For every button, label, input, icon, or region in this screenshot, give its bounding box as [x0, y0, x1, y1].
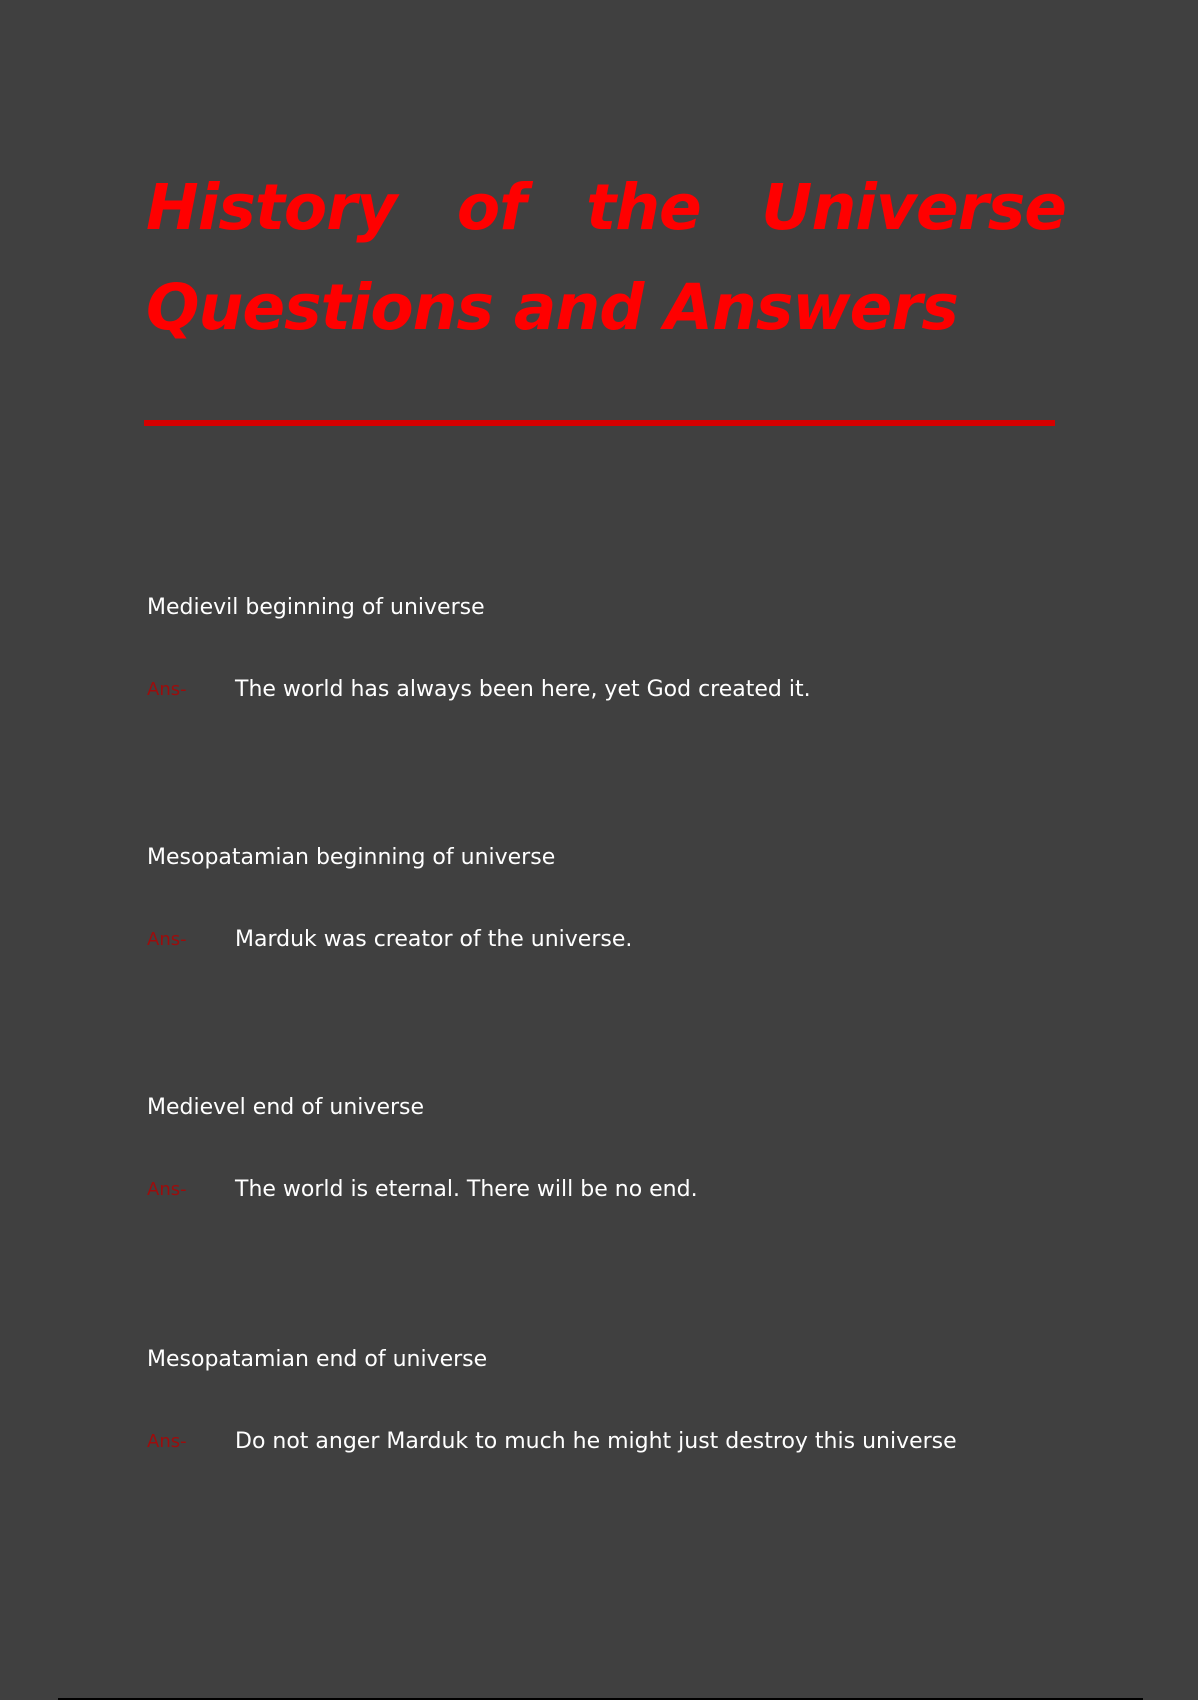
- answer-label: Ans-: [147, 1179, 187, 1200]
- question-text: Medievil beginning of universe: [147, 595, 485, 620]
- answer-row: [147, 1176, 1147, 1204]
- answer-label: Ans-: [147, 679, 187, 700]
- answer-text: Do not anger Marduk to much he might just destroy this universe: [235, 1429, 957, 1454]
- question-text: Mesopatamian beginning of universe: [147, 845, 556, 870]
- title-divider: [144, 420, 1055, 426]
- page-title: [146, 158, 1066, 358]
- answer-row: [147, 676, 1147, 704]
- title-line-2: Questions and Answers: [146, 271, 958, 344]
- qa-item-mesopotamian-end: [147, 1346, 1147, 1456]
- answer-label: Ans-: [147, 929, 187, 950]
- question-text: Medievel end of universe: [147, 1095, 425, 1120]
- qa-item-medieval-end: [147, 1094, 1147, 1204]
- answer-text: The world has always been here, yet God created it.: [235, 677, 811, 702]
- answer-row: [147, 1428, 1147, 1456]
- title-line-1: History of the Universe: [146, 171, 1066, 244]
- answer-label: Ans-: [147, 1431, 187, 1452]
- answer-row: [147, 926, 1147, 954]
- question-text: Mesopatamian end of universe: [147, 1347, 488, 1372]
- qa-item-mesopotamian-beginning: [147, 844, 1147, 954]
- answer-text: The world is eternal. There will be no end.: [235, 1177, 698, 1202]
- answer-text: Marduk was creator of the universe.: [235, 927, 633, 952]
- qa-item-medieval-beginning: [147, 594, 1147, 704]
